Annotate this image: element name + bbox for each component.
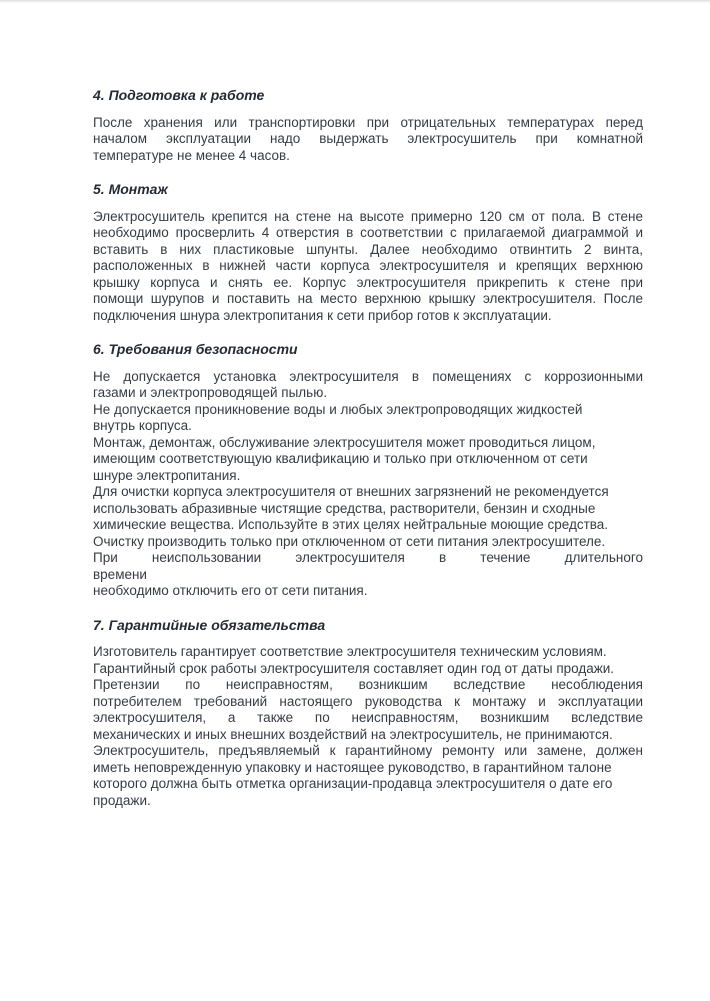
text-line: подключения шнура электропитания к сети прибор готов к эксплуатации. — [93, 307, 552, 323]
text-line: времени — [93, 566, 147, 582]
text-line: химические вещества. Используйте в этих целях нейтральные моющие средства. — [93, 517, 609, 532]
text-line: помощи шурупов и поставить на место верхнюю крышку электросушителя. После — [93, 291, 643, 306]
paragraph — [93, 435, 643, 485]
text-line: Претензии по неисправностям, возникшим вследствие несоблюдения — [93, 677, 643, 692]
section-heading: 7. Гарантийные обязательства — [93, 616, 326, 633]
text-line: шнуре электропитания. — [93, 467, 241, 483]
document-section — [93, 617, 643, 810]
text-line: крышку корпуса и снять ее. Корпус электросушителя прикрепить к стене при — [93, 274, 643, 290]
text-line: Гарантийный срок работы электросушителя составляет один год от даты продажи. — [93, 660, 615, 676]
text-line: имеющим соответствующую квалификацию и только при отключенном от сети — [93, 451, 588, 466]
text-line: Монтаж, демонтаж, обслуживание электросушителя может проводиться лицом, — [93, 434, 596, 450]
text-line: необходимо просверлить 4 отверстия в соответствии с прилагаемой диаграммой и — [93, 225, 643, 240]
text-line: использовать абразивные чистящие средства, растворители, бензин и сходные — [93, 500, 596, 516]
paragraph — [93, 644, 643, 809]
paragraph — [93, 534, 643, 551]
paragraph — [93, 209, 643, 325]
document-section — [93, 341, 643, 600]
text-line: необходимо отключить его от сети питания. — [93, 583, 368, 598]
text-line: Электросушитель, предъявляемый к гарантийному ремонту или замене, должен — [93, 743, 643, 758]
text-line: Не допускается установка электросушителя в помещениях с коррозионными — [93, 368, 643, 384]
text-line: Очистку производить только при отключенном от сети питания электросушителе. — [93, 533, 606, 549]
text-line: электросушителя, а также по неисправностям, возникшим вследствие — [93, 710, 643, 725]
document-page — [93, 87, 643, 809]
document-section — [93, 87, 643, 164]
text-line: Изготовитель гарантирует соответствие электросушителя техническим условиям. — [93, 644, 607, 659]
text-line: продажи. — [93, 792, 151, 808]
document-section — [93, 181, 643, 324]
section-heading: 4. Подготовка к работе — [93, 87, 265, 103]
text-line: началом эксплуатации надо выдержать электросушитель при комнатной — [93, 131, 643, 146]
text-line: иметь неповрежденную упаковку и настоящее руководство, в гарантийном талоне — [93, 759, 612, 775]
text-line: После хранения или транспортировки при отрицательных температурах перед — [93, 114, 643, 130]
text-line: внутрь корпуса. — [93, 418, 192, 433]
text-line: потребителем требований настоящего руководства к монтажу и эксплуатации — [93, 693, 643, 709]
page-top-edge — [0, 0, 710, 3]
text-line: расположенных в нижней части корпуса электросушителя и крепящих верхнюю — [93, 258, 643, 273]
paragraph — [93, 583, 643, 600]
paragraph — [93, 115, 643, 165]
paragraph — [93, 484, 643, 534]
text-line: вставить в них пластиковые шпунты. Далее необходимо отвинтить 2 винта, — [93, 241, 643, 257]
section-heading: 5. Монтаж — [93, 181, 168, 197]
text-line: газами и электропроводящей пылью. — [93, 385, 328, 400]
section-heading: 6. Требования безопасности — [93, 341, 298, 357]
text-line: Электросушитель крепится на стене на высоте примерно 120 см от пола. В стене — [93, 208, 643, 224]
paragraph — [93, 550, 643, 583]
text-line: Не допускается проникновение воды и любых электропроводящих жидкостей — [93, 401, 583, 417]
text-line: Для очистки корпуса электросушителя от внешних загрязнений не рекомендуется — [93, 484, 609, 499]
paragraph — [93, 402, 643, 435]
paragraph — [93, 369, 643, 402]
text-line: температуре не менее 4 часов. — [93, 147, 290, 163]
text-line: механических и иных внешних воздействий на электросушитель, не принимаются. — [93, 726, 613, 742]
text-line: которого должна быть отметка организации-продавца электросушителя о дате его — [93, 776, 613, 791]
text-line: При неиспользовании электросушителя в течение длительного — [93, 550, 643, 565]
